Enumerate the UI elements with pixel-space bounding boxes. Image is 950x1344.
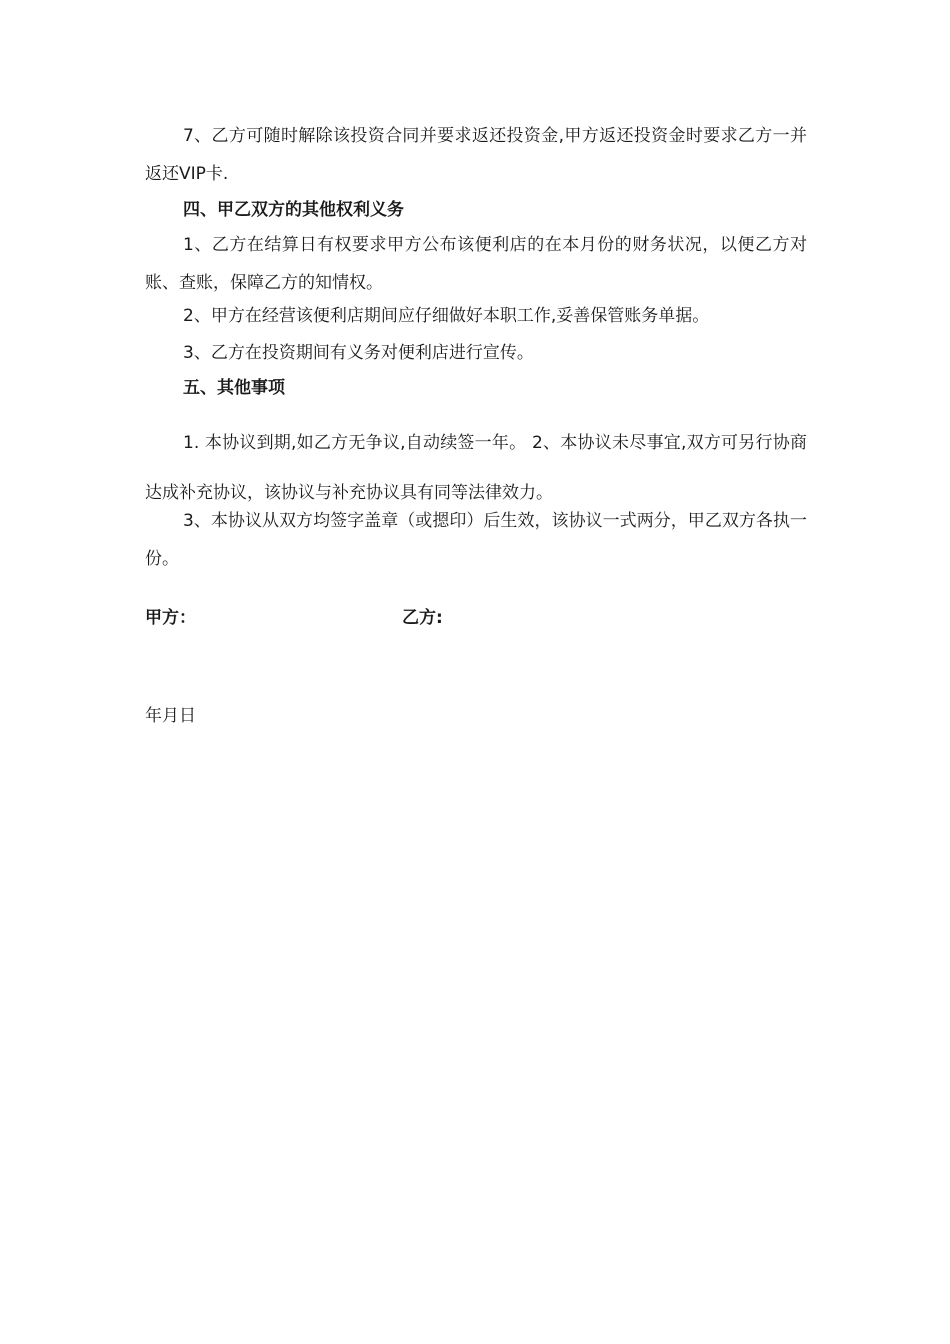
clause-item-7: 7、乙方可随时解除该投资合同并要求返还投资金,甲方返还投资金时要求乙方一并返还VIP卡. bbox=[145, 126, 807, 184]
section-4-item-2: 2、甲方在经营该便利店期间应仔细做好本职工作,妥善保管账务单据。 bbox=[183, 306, 710, 326]
section-5-heading: 五、其他事项 bbox=[183, 378, 285, 398]
section-5-items-1-2: 1. 本协议到期,如乙方无争议,自动续签一年。 2、本协议未尽事宜,双方可另行协商达成补充协议，该协议与补充协议具有同等法律效力。 bbox=[145, 433, 807, 503]
signature-row bbox=[145, 600, 807, 636]
section-4-item-1: 1、乙方在结算日有权要求甲方公布该便利店的在本月份的财务状况，以便乙方对账、查账，保障乙方的知情权。 bbox=[145, 235, 807, 293]
section-4-item-3: 3、乙方在投资期间有义务对便利店进行宣传。 bbox=[183, 343, 534, 363]
party-b-signature-label: 乙方: bbox=[402, 608, 443, 628]
party-a-signature-label: 甲方： bbox=[145, 608, 196, 628]
section-5-item-3: 3、本协议从双方均签字盖章（或摁印）后生效，该协议一式两分，甲乙双方各执一份。 bbox=[145, 511, 807, 569]
date-line: 年月日 bbox=[145, 706, 196, 726]
section-4-heading: 四、甲乙双方的其他权利义务 bbox=[183, 200, 404, 220]
